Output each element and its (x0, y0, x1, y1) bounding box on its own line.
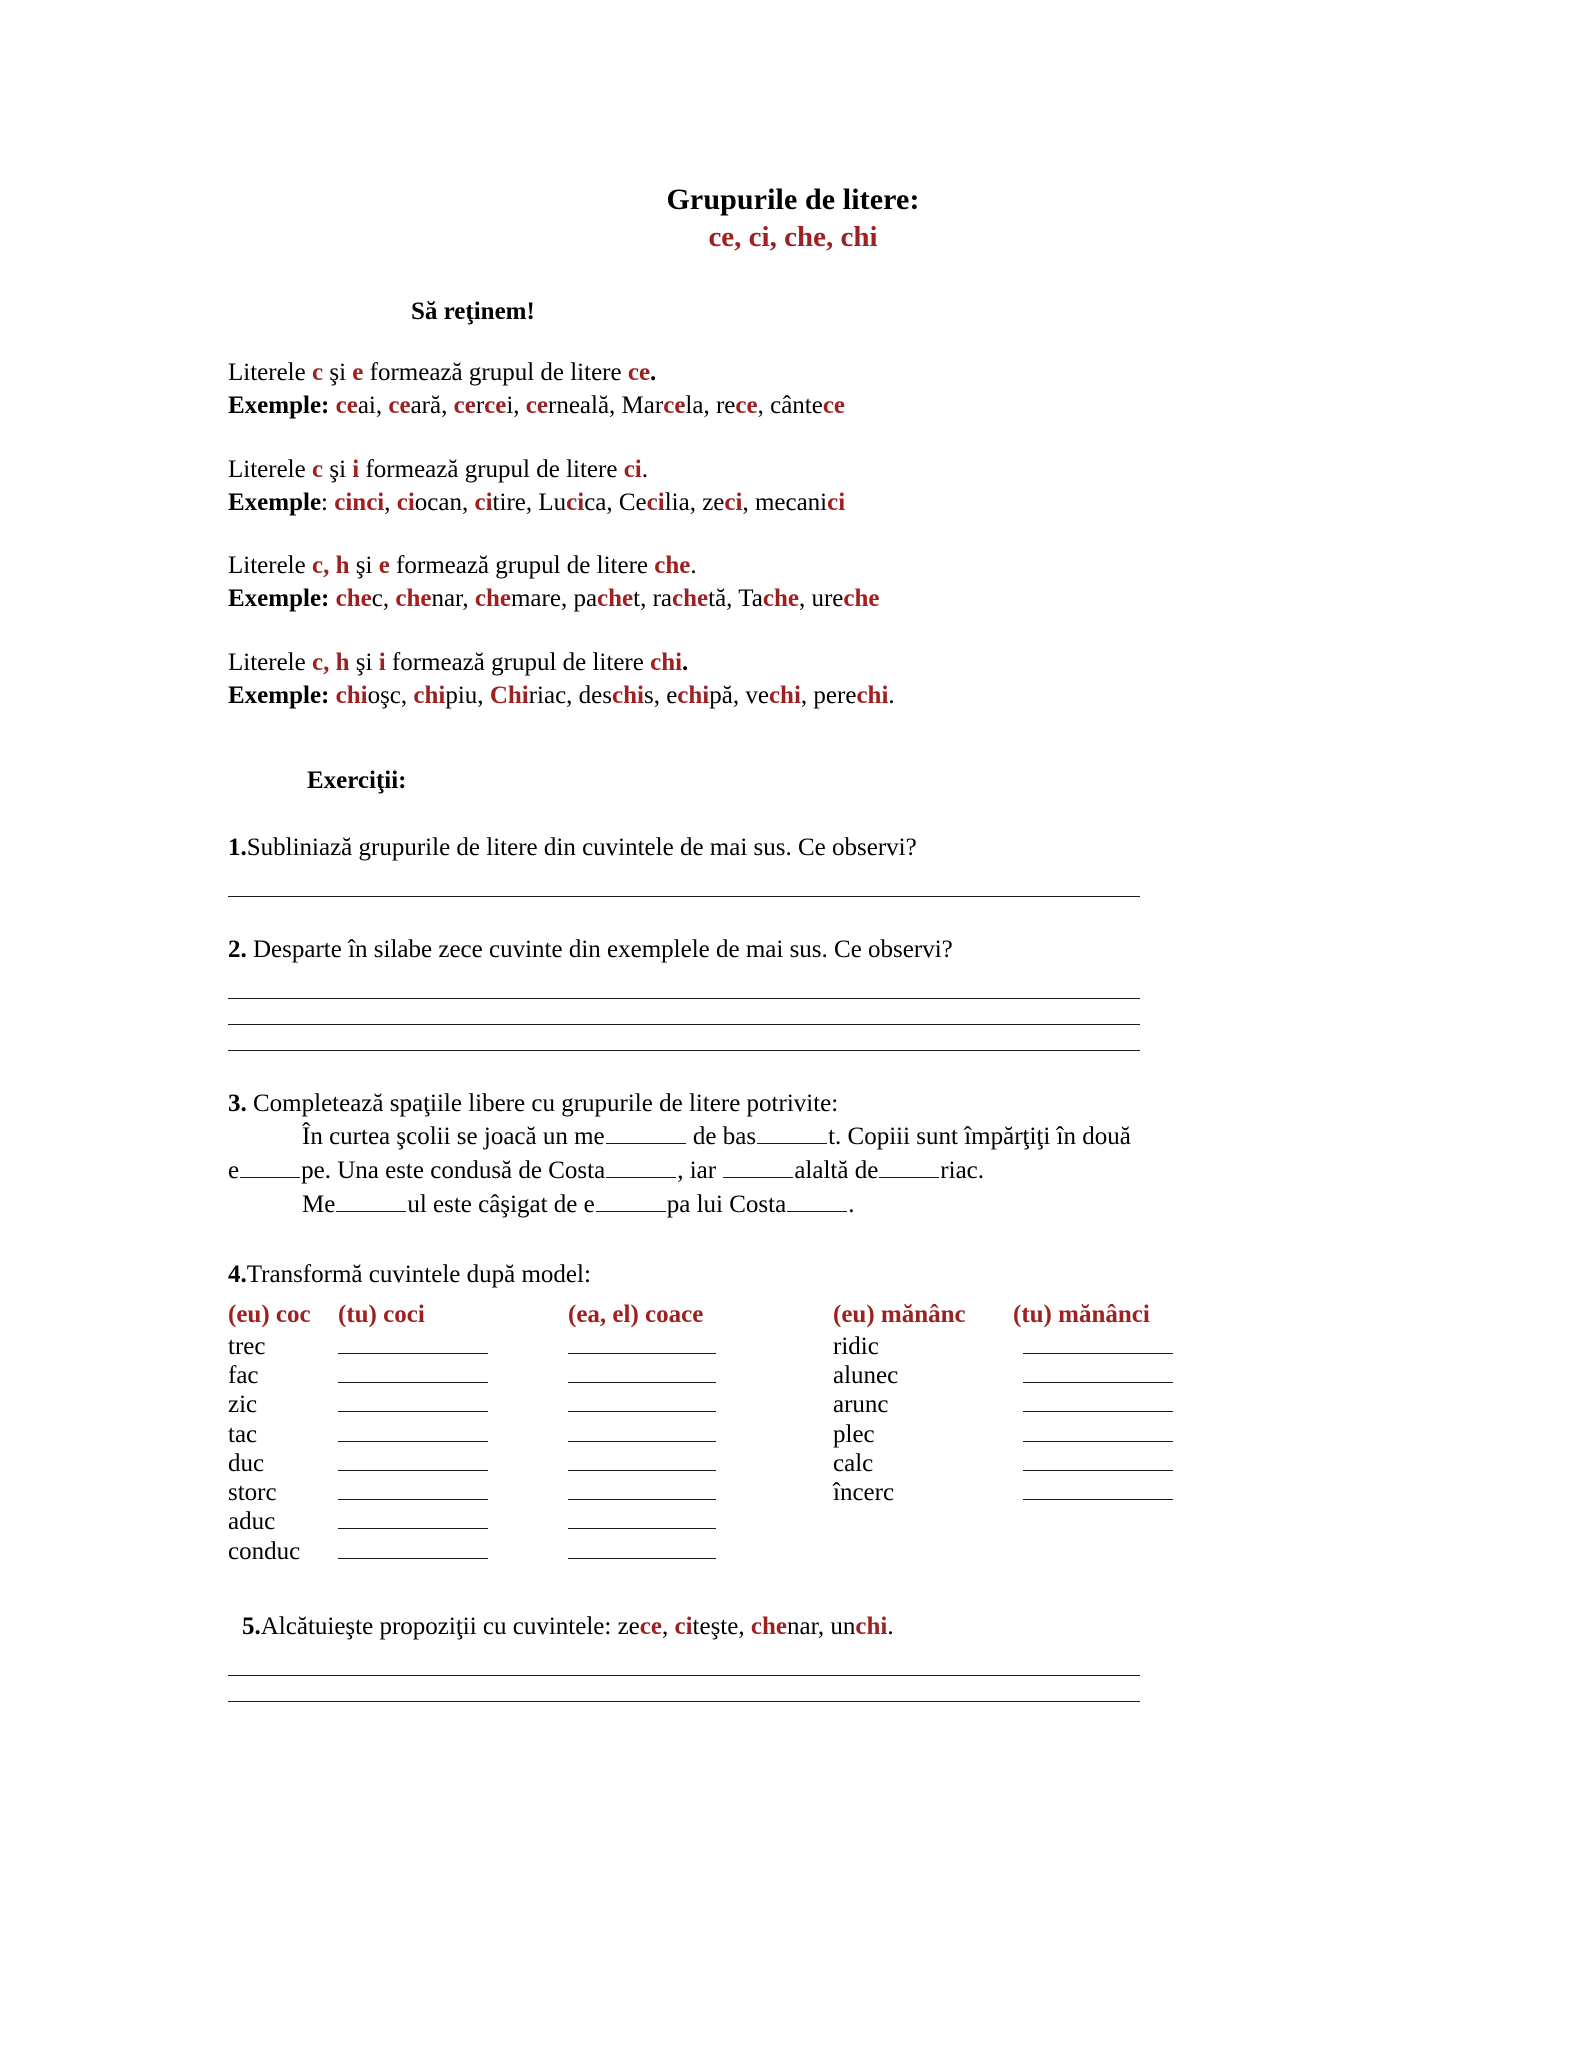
rule-block-che (228, 549, 1358, 616)
right-word: calc (833, 1449, 874, 1477)
write-blank[interactable] (338, 1450, 488, 1471)
column-header-4: (tu) mănânci (1013, 1301, 1150, 1329)
write-blank[interactable] (338, 1421, 488, 1442)
answer-cell[interactable] (1013, 1478, 1223, 1507)
sentence-2-part-a: e (228, 1157, 240, 1185)
blank-field-5[interactable] (723, 1154, 793, 1178)
blank-field-1[interactable] (606, 1120, 686, 1144)
write-blank[interactable] (338, 1362, 488, 1383)
exercise-2-answer-line-3[interactable] (228, 1049, 1140, 1051)
answer-cell[interactable] (338, 1507, 568, 1536)
blank-field-2[interactable] (757, 1120, 827, 1144)
write-blank[interactable] (568, 1538, 716, 1559)
rule-sentence-che (228, 549, 1358, 582)
exercise-4-text: Transformă cuvintele după model: (246, 1260, 591, 1288)
write-blank[interactable] (338, 1508, 488, 1529)
rule-prefix: Literele (228, 455, 312, 483)
exercise-1 (228, 831, 1358, 865)
rule-mid: formează grupul de litere (385, 648, 651, 676)
right-word: ridic (833, 1332, 879, 1360)
rule-prefix: Literele (228, 359, 312, 387)
exercise-2-text: Desparte în silabe zece cuvinte din exemplele de mai sus. Ce observi? (246, 935, 953, 963)
exercise-1-number: 1. (228, 834, 247, 862)
answer-cell[interactable] (338, 1537, 568, 1566)
title-main: Grupurile de litere: (666, 183, 920, 216)
right-word-empty (833, 1507, 1013, 1536)
write-blank[interactable] (568, 1508, 716, 1529)
write-blank[interactable] (1023, 1362, 1173, 1383)
sentence-3-part-b: ul este câşigat de e (407, 1190, 595, 1218)
exercise-3-number: 3. (228, 1089, 247, 1117)
exercise-1-text: Subliniază grupurile de litere din cuvintele de mai sus. Ce observi? (246, 834, 917, 862)
rule-end: . (682, 648, 689, 676)
write-blank[interactable] (338, 1333, 488, 1354)
column-header-0: (eu) coc (228, 1301, 311, 1329)
sentence-1-part-c: t. Copiii sunt împărţiţi în două (828, 1123, 1131, 1151)
answer-cell[interactable] (568, 1478, 833, 1507)
section-heading-exercises: Exerciţii: (307, 767, 407, 795)
answer-cell[interactable] (568, 1361, 833, 1390)
write-blank[interactable] (1023, 1421, 1173, 1442)
rule-end: . (641, 455, 648, 483)
answer-cell[interactable] (338, 1420, 568, 1449)
answer-cell[interactable] (568, 1537, 833, 1566)
title-subtitle: ce, ci, che, chi (708, 221, 878, 254)
exercise-5-answer-line-2[interactable] (228, 1700, 1140, 1702)
write-blank[interactable] (1023, 1479, 1173, 1500)
right-word: alunec (833, 1362, 899, 1390)
sentence-2-part-e: riac. (940, 1157, 985, 1185)
write-blank[interactable] (568, 1421, 716, 1442)
examples-line-che (228, 582, 1358, 615)
exercise-4-prompt (228, 1258, 1358, 1292)
answer-cell[interactable] (338, 1332, 568, 1361)
examples-label: Exemple (228, 488, 322, 516)
exercise-3-sentence-1 (228, 1120, 1358, 1154)
rule-si: şi (349, 648, 379, 676)
write-blank[interactable] (568, 1450, 716, 1471)
write-blank[interactable] (1023, 1391, 1173, 1412)
table-row (228, 1449, 1358, 1478)
rule-end: . (690, 552, 697, 580)
exercise-5 (242, 1610, 1358, 1644)
rule-group-name: ce (627, 359, 651, 387)
rule-letter-b: i (378, 648, 386, 676)
rule-mid: formează grupul de litere (359, 455, 624, 483)
table-row (228, 1537, 1358, 1566)
examples-colon: : (321, 488, 335, 516)
exercise-2 (228, 933, 1358, 967)
exercise-5-words: zece, citeşte, chenar, unchi. (617, 1612, 894, 1640)
rule-letter-a: c (311, 359, 324, 387)
write-blank[interactable] (338, 1538, 488, 1559)
left-word: duc (228, 1449, 265, 1477)
write-blank[interactable] (1023, 1333, 1173, 1354)
blank-field-3[interactable] (240, 1154, 300, 1178)
rule-letter-a: c (311, 455, 324, 483)
exercise-3-text: Completează spaţiile libere cu grupurile de litere potrivite: (246, 1089, 839, 1117)
sentence-3-part-c: pa lui Costa (666, 1190, 787, 1218)
sentence-2-part-d: alaltă de (794, 1157, 879, 1185)
answer-cell[interactable] (568, 1390, 833, 1419)
write-blank[interactable] (568, 1362, 716, 1383)
blank-field-7[interactable] (336, 1188, 406, 1212)
column-header-1: (tu) coci (338, 1301, 425, 1329)
rule-group-name: chi (650, 648, 683, 676)
sentence-1-part-a: În curtea şcolii se joacă un me (302, 1123, 605, 1151)
left-word: conduc (228, 1537, 301, 1565)
examples-label: Exemple: (228, 585, 330, 613)
table-row (228, 1478, 1358, 1507)
column-header-3: (eu) mănânc (833, 1301, 966, 1329)
examples-line-ce (228, 389, 1358, 422)
answer-cell-empty (1013, 1537, 1213, 1566)
write-blank[interactable] (568, 1479, 716, 1500)
rule-letter-b: i (352, 455, 360, 483)
sentence-3-part-a: Me (302, 1190, 336, 1218)
conjugation-table (228, 1299, 1358, 1566)
answer-cell[interactable] (1013, 1332, 1223, 1361)
rule-letter-h: h (329, 552, 350, 580)
rule-block-ce (228, 356, 1358, 423)
table-row (228, 1361, 1358, 1390)
rule-mid: formează grupul de litere (389, 552, 655, 580)
left-word: trec (228, 1332, 266, 1360)
left-word: storc (228, 1479, 277, 1507)
rule-group-name: ci (623, 455, 642, 483)
rule-group-name: che (654, 552, 691, 580)
write-blank[interactable] (338, 1391, 488, 1412)
examples-line-ci (228, 486, 1358, 519)
exercise-5-number: 5. (242, 1612, 261, 1640)
answer-cell[interactable] (1013, 1420, 1223, 1449)
exercise-3-sentence-3 (228, 1188, 1358, 1222)
rule-letter-a: c, (311, 648, 330, 676)
rule-block-ci (228, 453, 1358, 520)
left-word: zic (228, 1391, 258, 1419)
write-blank[interactable] (1023, 1450, 1173, 1471)
examples-line-chi (228, 679, 1358, 712)
left-word: fac (228, 1362, 259, 1390)
sentence-2-part-c: , iar (677, 1157, 723, 1185)
answer-cell-empty (1013, 1507, 1213, 1536)
examples-text: cinci, ciocan, citire, Lucica, Cecilia, zeci, mecanici (334, 488, 846, 516)
rule-letter-a: c, (311, 552, 330, 580)
rule-conj: şi (323, 359, 353, 387)
conjugation-table-header (228, 1299, 1358, 1332)
rule-sentence-ci (228, 453, 1358, 486)
rule-letter-b: e (378, 552, 390, 580)
rule-letter-h: h (329, 648, 350, 676)
table-row (228, 1420, 1358, 1449)
exercise-3-prompt (228, 1087, 1358, 1121)
write-blank[interactable] (338, 1479, 488, 1500)
examples-label: Exemple: (228, 392, 330, 420)
right-word-empty (833, 1537, 1013, 1566)
section-heading-retinem: Să reţinem! (411, 298, 535, 326)
examples-label: Exemple: (228, 681, 330, 709)
right-word: arunc (833, 1391, 889, 1419)
answer-cell[interactable] (568, 1449, 833, 1478)
rule-conj: şi (323, 455, 353, 483)
answer-cell[interactable] (568, 1420, 833, 1449)
exercise-3 (228, 1087, 1358, 1222)
blank-field-9[interactable] (787, 1188, 847, 1212)
right-word: încerc (833, 1479, 895, 1507)
exercise-1-answer-line-1[interactable] (228, 895, 1140, 897)
right-word: plec (833, 1420, 875, 1448)
table-row (228, 1507, 1358, 1536)
rule-si: şi (349, 552, 379, 580)
blank-field-4[interactable] (606, 1154, 676, 1178)
rule-prefix: Literele (228, 552, 312, 580)
rule-mid: formează grupul de litere (363, 359, 628, 387)
exercise-2-answer-line-2[interactable] (228, 1023, 1140, 1025)
table-row (228, 1332, 1358, 1361)
page-content (228, 0, 1358, 1702)
exercise-4-number: 4. (228, 1260, 247, 1288)
page-title (228, 182, 1358, 255)
answer-cell[interactable] (338, 1361, 568, 1390)
rule-block-chi (228, 646, 1358, 713)
exercise-5-answer-line-1[interactable] (228, 1674, 1140, 1676)
rule-sentence-ce (228, 356, 1358, 389)
rule-sentence-chi (228, 646, 1358, 679)
answer-cell[interactable] (338, 1449, 568, 1478)
exercise-5-text: Alcătuieşte propoziţii cu cuvintele: (260, 1612, 618, 1640)
rule-prefix: Literele (228, 648, 312, 676)
write-blank[interactable] (568, 1391, 716, 1412)
sentence-2-part-b: pe. Una este condusă de Costa (301, 1157, 606, 1185)
answer-cell[interactable] (568, 1332, 833, 1361)
sentence-3-part-d: . (848, 1190, 855, 1218)
exercise-3-sentence-2 (228, 1154, 1358, 1188)
left-word: tac (228, 1420, 258, 1448)
sentence-1-part-b: de bas (686, 1123, 757, 1151)
answer-cell[interactable] (1013, 1361, 1223, 1390)
rule-letter-b: e (352, 359, 364, 387)
answer-cell[interactable] (338, 1478, 568, 1507)
answer-cell[interactable] (1013, 1449, 1223, 1478)
table-row (228, 1390, 1358, 1419)
exercise-2-answer-line-1[interactable] (228, 997, 1140, 999)
blank-field-8[interactable] (596, 1188, 666, 1212)
write-blank[interactable] (568, 1333, 716, 1354)
blank-field-6[interactable] (879, 1154, 939, 1178)
examples-text: chec, chenar, chemare, pachet, rachetă, Tache, ureche (335, 585, 880, 613)
answer-cell[interactable] (568, 1507, 833, 1536)
rule-end: . (650, 359, 657, 387)
examples-text: ceai, ceară, cercei, cerneală, Marcela, rece, cântece (335, 392, 846, 420)
exercise-2-number: 2. (228, 935, 247, 963)
answer-cell[interactable] (1013, 1390, 1223, 1419)
answer-cell[interactable] (338, 1390, 568, 1419)
left-word: aduc (228, 1508, 276, 1536)
examples-text: chioşc, chipiu, Chiriac, deschis, echipă, vechi, perechi. (335, 681, 895, 709)
column-header-2: (ea, el) coace (568, 1301, 704, 1329)
